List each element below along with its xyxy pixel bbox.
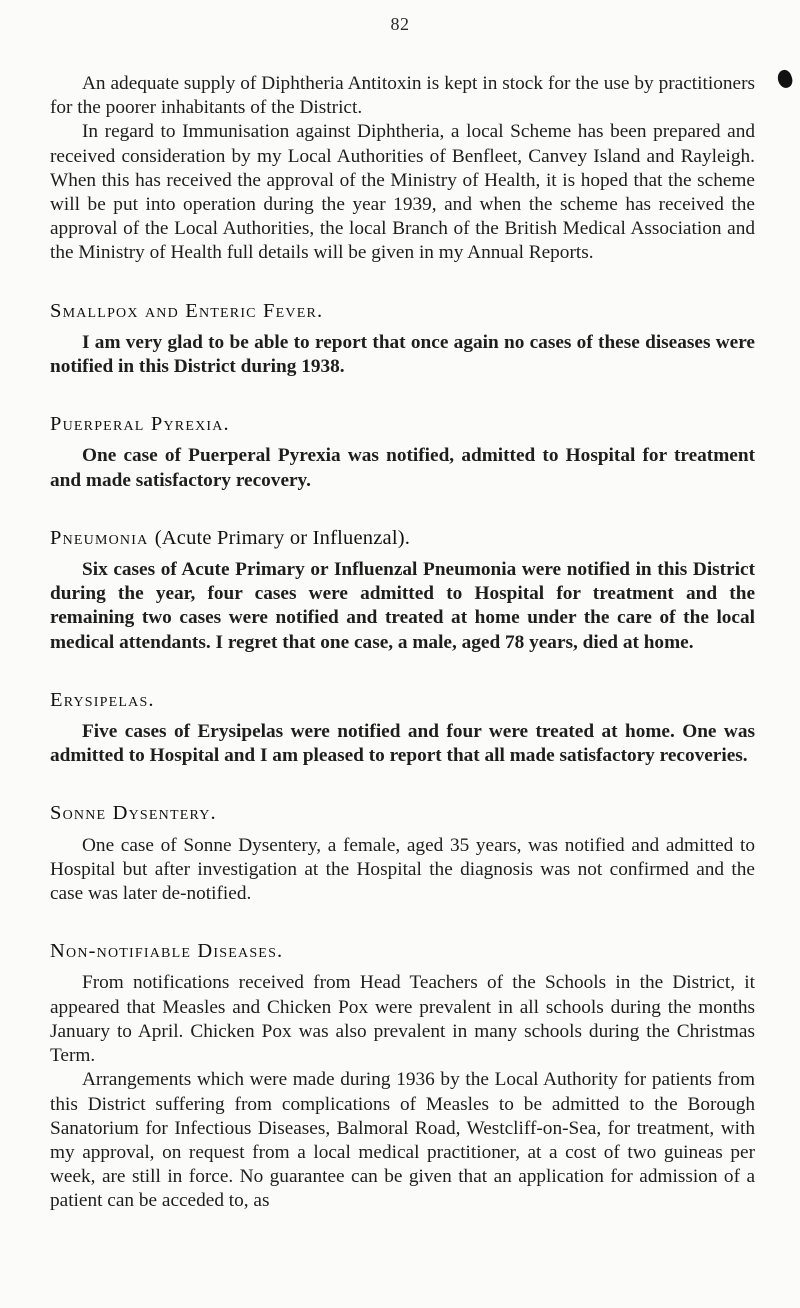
paragraph-antitoxin: An adequate supply of Diphtheria Antitoxin is kept in stock for the use by practitioners for the poorer inhabitants of the District. (50, 73, 755, 119)
paragraph-erysipelas: Five cases of Erysipelas were notified and four were treated at home. One was admitted to Hospital and I am pleased to report that all made satisfactory recoveries. (50, 721, 755, 767)
heading-sonne-dysentery: Sonne Dysentery. (50, 802, 217, 825)
heading-smallpox-enteric: Smallpox and Enteric Fever. (50, 299, 324, 322)
paragraph-immunisation: In regard to Immunisation against Diphtheria, a local Scheme has been prepared and received consideration by my Local Authorities of Benfleet, Canvey Island and Rayleigh. When this has received the approval of the Ministry of Health, it is hoped that the scheme will be put into operation during the year 1939, and when the scheme has received the approval of the Local Authorities, the local Branch of the British Medical Association and the Ministry of Health full details will be given in my Annual Reports. (50, 121, 755, 264)
paragraph-sanatorium-arrangements: Arrangements which were made during 1936 by the Local Authority for patients from this District suffering from complications of Measles to be admitted to the Borough Sanatorium for Infectious Diseases, Balmoral Road, Westcliff-on-Sea, for treatment, with my approval, on request from a local medical practitioner, at a cost of two guineas per week, are still in force. No guarantee can be given that an application for admission of a patient can be acceded to, as (50, 1069, 755, 1212)
paragraph-puerperal-pyrexia: One case of Puerperal Pyrexia was notified, admitted to Hospital for treatment and made satisfactory recovery. (50, 445, 755, 491)
heading-pneumonia-main: Pneumonia (50, 526, 149, 549)
heading-non-notifiable: Non-notifiable Diseases. (50, 940, 284, 963)
heading-pneumonia-sub: (Acute Primary or Influenzal). (154, 526, 411, 549)
heading-pneumonia (50, 526, 755, 550)
ink-blot-mark (775, 68, 794, 90)
paragraph-sonne-dysentery: One case of Sonne Dysentery, a female, aged 35 years, was notified and admitted to Hospital but after investigation at the Hospital the diagnosis was not confirmed and the case was later de-notified. (50, 834, 755, 905)
heading-erysipelas: Erysipelas. (50, 688, 155, 711)
paragraph-smallpox-enteric: I am very glad to be able to report that once again no cases of these diseases were notified in this District during 1938. (50, 331, 755, 378)
page-number: 82 (390, 14, 410, 34)
paragraph-measles-chickenpox: From notifications received from Head Teachers of the Schools in the District, it appeared that Measles and Chicken Pox were prevalent in all schools during the months January to April. Chicken Pox was also prevalent in many schools during the Christmas Term. (50, 972, 755, 1067)
paragraph-pneumonia: Six cases of Acute Primary or Influenzal Pneumonia were notified in this District during the year, four cases were admitted to Hospital for treatment and the remaining two cases were notified and treated at home under the care of the local medical attendants. I regret that one case, a male, aged 78 years, died at home. (50, 559, 755, 653)
page-body (50, 72, 755, 1214)
heading-puerperal-pyrexia: Puerperal Pyrexia. (50, 413, 230, 436)
